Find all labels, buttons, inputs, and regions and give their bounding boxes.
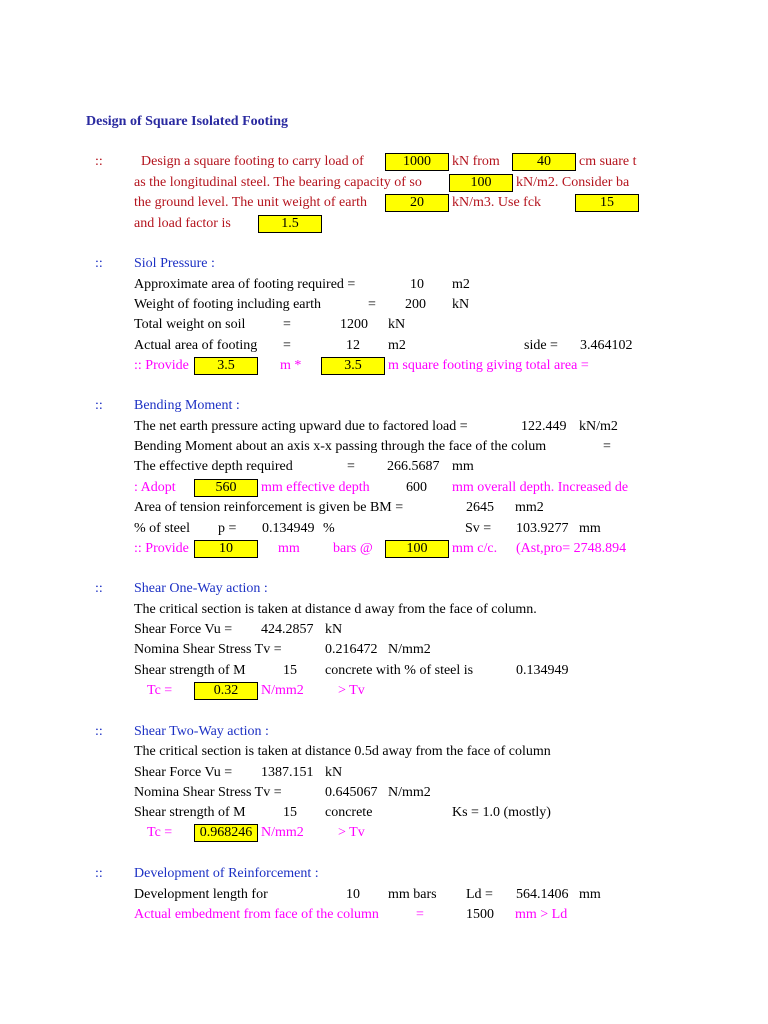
shear1-text: The critical section is taken at distance d away from the face of column. [134, 602, 537, 617]
bending-unit: kN/m2 [579, 419, 618, 434]
shear2-label: Shear Force Vu = [134, 765, 233, 780]
dev-label: Development length for [134, 887, 268, 902]
soil-eq: = [283, 317, 291, 332]
soil-label: Actual area of footing [134, 338, 258, 353]
bar-diameter-input[interactable]: 10 [194, 540, 258, 558]
steel-eq: p = [218, 521, 237, 536]
shear-one-way-heading: Shear One-Way action : [134, 581, 268, 596]
shear2-unit: N/mm2 [388, 785, 431, 800]
footing-width-input[interactable]: 3.5 [321, 357, 385, 375]
times-label: m * [280, 358, 302, 373]
shear1-value: 0.134949 [516, 663, 569, 678]
intro-text: Design a square footing to carry load of [141, 154, 364, 169]
intro-text: cm suare t [579, 154, 637, 169]
bending-eq: = [603, 439, 611, 454]
soil-value: 1200 [340, 317, 368, 332]
soil-eq: = [283, 338, 291, 353]
bending-eq: = [347, 459, 355, 474]
intro-text: the ground level. The unit weight of earth [134, 195, 368, 210]
shear2-text: The critical section is taken at distance 0.5d away from the face of column [134, 744, 551, 759]
bending-label: The net earth pressure acting upward due to factored load = [134, 419, 468, 434]
dev-value: 10 [346, 887, 360, 902]
bars-at-label: bars @ [333, 541, 373, 556]
ld-value: 564.1406 [516, 887, 569, 902]
shear1-label: Shear strength of M [134, 663, 246, 678]
grade-value: 15 [283, 805, 297, 820]
grade-value: 15 [283, 663, 297, 678]
embedment-value: 1500 [466, 907, 494, 922]
cc-label: mm c/c. [452, 541, 498, 556]
soil-value: 200 [405, 297, 426, 312]
shear1-value: 424.2857 [261, 622, 314, 637]
shear2-text: concrete [325, 805, 373, 820]
total-area-text: m square footing giving total area = [388, 358, 589, 373]
embedment-label: Actual embedment from face of the column [134, 907, 379, 922]
spacing-unit: mm [579, 521, 601, 536]
bending-heading: Bending Moment : [134, 398, 240, 413]
shear2-unit: kN [325, 765, 343, 780]
steel-unit: % [323, 521, 335, 536]
ld-unit: mm [579, 887, 601, 902]
shear1-unit: N/mm2 [388, 642, 431, 657]
section-marker: :: [95, 866, 103, 881]
shear2-label: Nomina Shear Stress Tv = [134, 785, 282, 800]
spacing-value: 103.9277 [516, 521, 569, 536]
ast-provided: (Ast,pro= 2748.894 [516, 541, 627, 556]
dev-unit: mm bars [388, 887, 437, 902]
intro-text: kN from [452, 154, 500, 169]
tc-input[interactable]: 0.32 [194, 682, 258, 700]
fck-input[interactable]: 15 [575, 194, 639, 212]
soil-unit: kN [388, 317, 406, 332]
ks-text: Ks = 1.0 (mostly) [452, 805, 551, 820]
bar-spacing-input[interactable]: 100 [385, 540, 449, 558]
soil-unit: m2 [452, 277, 470, 292]
shear1-text: concrete with % of steel is [325, 663, 474, 678]
bending-value: 266.5687 [387, 459, 440, 474]
overall-depth-text: mm overall depth. Increased de [452, 480, 629, 495]
bending-value: 122.449 [521, 419, 567, 434]
soil-label: Weight of footing including earth [134, 297, 322, 312]
bending-label: The effective depth required [134, 459, 293, 474]
load-input[interactable]: 1000 [385, 153, 449, 171]
overall-depth-value: 600 [406, 480, 427, 495]
steel-value: 0.134949 [262, 521, 315, 536]
effective-depth-text: mm effective depth [261, 480, 370, 495]
section-marker: :: [95, 724, 103, 739]
column-size-input[interactable]: 40 [512, 153, 576, 171]
page-title: Design of Square Isolated Footing [86, 114, 288, 129]
soil-unit: kN [452, 297, 470, 312]
steel-label: % of steel [134, 521, 190, 536]
bearing-capacity-input[interactable]: 100 [449, 174, 513, 192]
tc-label: Tc = [147, 825, 173, 840]
shear1-unit: kN [325, 622, 343, 637]
tc-compare: > Tv [338, 825, 365, 840]
bending-label: Bending Moment about an axis x-x passing through the face of the colum [134, 439, 547, 454]
adopt-label: : Adopt [134, 480, 176, 495]
spacing-label: Sv = [465, 521, 492, 536]
tc-label: Tc = [147, 683, 173, 698]
tc-unit: N/mm2 [261, 825, 304, 840]
bending-value: 2645 [466, 500, 494, 515]
soil-value: 10 [410, 277, 424, 292]
side-value: 3.464102 [580, 338, 633, 353]
tc-input[interactable]: 0.968246 [194, 824, 258, 842]
soil-label: Approximate area of footing required = [134, 277, 356, 292]
bar-unit: mm [278, 541, 300, 556]
shear2-value: 0.645067 [325, 785, 378, 800]
intro-text: and load factor is [134, 216, 231, 231]
bending-unit: mm2 [515, 500, 544, 515]
soil-heading: Siol Pressure : [134, 256, 215, 271]
section-marker: :: [95, 581, 103, 596]
development-heading: Development of Reinforcement : [134, 866, 319, 881]
provide-label: :: Provide [134, 358, 189, 373]
section-marker: :: [95, 154, 103, 169]
soil-eq: = [368, 297, 376, 312]
unit-weight-input[interactable]: 20 [385, 194, 449, 212]
shear1-label: Nomina Shear Stress Tv = [134, 642, 282, 657]
shear2-label: Shear strength of M [134, 805, 246, 820]
embedment-unit: mm > Ld [515, 907, 568, 922]
load-factor-input[interactable]: 1.5 [258, 215, 322, 233]
tc-unit: N/mm2 [261, 683, 304, 698]
side-label: side = [524, 338, 558, 353]
tc-compare: > Tv [338, 683, 365, 698]
provide-label: :: Provide [134, 541, 189, 556]
soil-value: 12 [346, 338, 360, 353]
soil-label: Total weight on soil [134, 317, 246, 332]
bending-label: Area of tension reinforcement is given be BM = [134, 500, 404, 515]
shear2-value: 1387.151 [261, 765, 314, 780]
shear1-label: Shear Force Vu = [134, 622, 233, 637]
intro-text: kN/m2. Consider ba [516, 175, 630, 190]
shear-two-way-heading: Shear Two-Way action : [134, 724, 269, 739]
bending-unit: mm [452, 459, 474, 474]
section-marker: :: [95, 398, 103, 413]
intro-text: as the longitudinal steel. The bearing capacity of so [134, 175, 422, 190]
section-marker: :: [95, 256, 103, 271]
shear1-value: 0.216472 [325, 642, 378, 657]
ld-label: Ld = [466, 887, 493, 902]
intro-text: kN/m3. Use fck [452, 195, 542, 210]
footing-length-input[interactable]: 3.5 [194, 357, 258, 375]
effective-depth-input[interactable]: 560 [194, 479, 258, 497]
embedment-eq: = [416, 907, 424, 922]
soil-unit: m2 [388, 338, 406, 353]
